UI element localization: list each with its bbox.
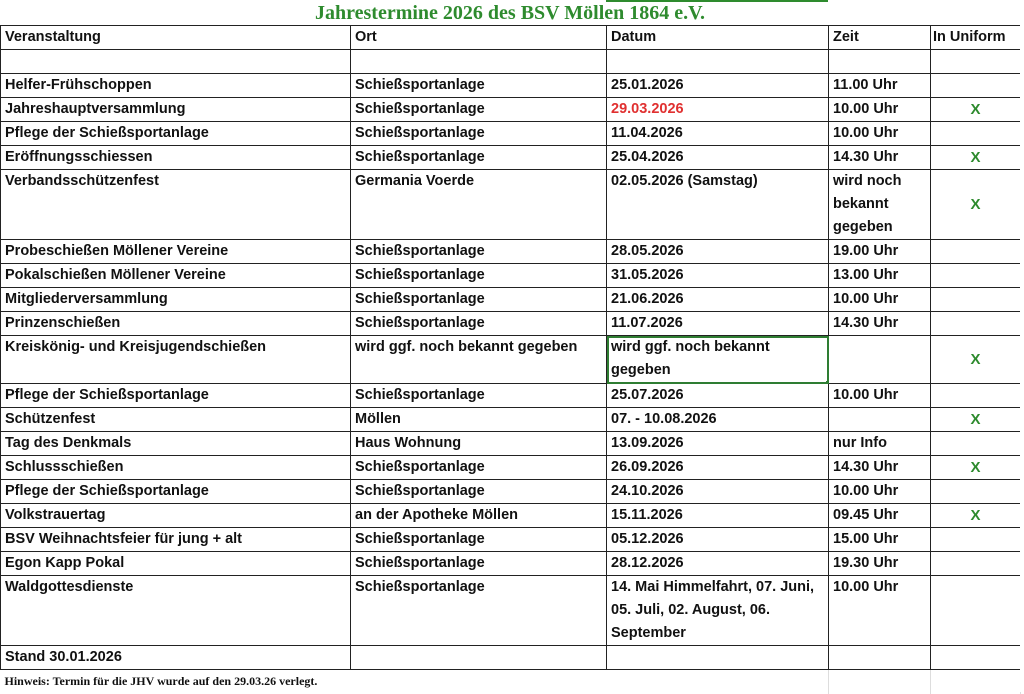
- uniform-cell[interactable]: [931, 384, 1021, 408]
- date-cell[interactable]: 25.07.2026: [607, 384, 829, 408]
- event-cell[interactable]: Pflege der Schießsportanlage: [1, 384, 351, 408]
- time-cell[interactable]: 11.00 Uhr: [829, 74, 931, 98]
- time-cell[interactable]: 09.45 Uhr: [829, 504, 931, 528]
- schedule-table: [0, 25, 1021, 694]
- table-row: [1, 456, 1021, 480]
- table-row: [1, 384, 1021, 408]
- date-cell[interactable]: 13.09.2026: [607, 432, 829, 456]
- uniform-cell[interactable]: X: [931, 146, 1021, 170]
- page-title: Jahrestermine 2026 des BSV Möllen 1864 e.V.: [0, 0, 1020, 26]
- place-cell[interactable]: an der Apotheke Möllen: [351, 504, 607, 528]
- place-cell[interactable]: Schießsportanlage: [351, 122, 607, 146]
- header-datum[interactable]: Datum: [607, 26, 829, 50]
- uniform-cell[interactable]: X: [931, 456, 1021, 480]
- empty-cell[interactable]: [607, 670, 829, 694]
- date-cell[interactable]: 25.04.2026: [607, 146, 829, 170]
- date-cell[interactable]: 28.05.2026: [607, 240, 829, 264]
- header-veranstaltung[interactable]: Veranstaltung: [1, 26, 351, 50]
- date-cell[interactable]: 26.09.2026: [607, 456, 829, 480]
- uniform-cell[interactable]: [931, 74, 1021, 98]
- place-cell[interactable]: Schießsportanlage: [351, 146, 607, 170]
- time-cell[interactable]: 14.30 Uhr: [829, 456, 931, 480]
- uniform-cell[interactable]: [931, 576, 1021, 646]
- table-row: [1, 552, 1021, 576]
- uniform-cell[interactable]: [931, 432, 1021, 456]
- table-row: [1, 146, 1021, 170]
- event-cell[interactable]: BSV Weihnachtsfeier für jung + alt: [1, 528, 351, 552]
- uniform-cell[interactable]: [931, 240, 1021, 264]
- date-cell[interactable]: wird ggf. noch bekannt gegeben: [607, 336, 829, 384]
- uniform-cell[interactable]: X: [931, 408, 1021, 432]
- event-cell[interactable]: Helfer-Frühschoppen: [1, 74, 351, 98]
- date-cell[interactable]: 07. - 10.08.2026: [607, 408, 829, 432]
- sheet-edge: [1020, 0, 1024, 692]
- table-row: [1, 432, 1021, 456]
- date-cell[interactable]: 11.07.2026: [607, 312, 829, 336]
- table-row: [1, 576, 1021, 646]
- event-cell[interactable]: Stand 30.01.2026: [1, 646, 351, 670]
- place-cell[interactable]: Schießsportanlage: [351, 264, 607, 288]
- uniform-cell[interactable]: [931, 288, 1021, 312]
- table-row: [1, 264, 1021, 288]
- event-cell[interactable]: Waldgottesdienste: [1, 576, 351, 646]
- time-cell[interactable]: [829, 646, 931, 670]
- event-cell[interactable]: Pokalschießen Möllener Vereine: [1, 264, 351, 288]
- place-cell[interactable]: Möllen: [351, 408, 607, 432]
- time-cell[interactable]: [829, 408, 931, 432]
- time-cell[interactable]: nur Info: [829, 432, 931, 456]
- event-cell[interactable]: [1, 50, 351, 74]
- place-cell[interactable]: Schießsportanlage: [351, 576, 607, 646]
- table-row: [1, 240, 1021, 264]
- time-cell[interactable]: 10.00 Uhr: [829, 98, 931, 122]
- header-uniform[interactable]: In Uniform: [931, 26, 1021, 50]
- place-cell[interactable]: Schießsportanlage: [351, 528, 607, 552]
- place-cell[interactable]: Schießsportanlage: [351, 480, 607, 504]
- event-cell[interactable]: Jahreshauptversammlung: [1, 98, 351, 122]
- date-cell[interactable]: 14. Mai Himmelfahrt, 07. Juni, 05. Juli, 02. August, 06. September: [607, 576, 829, 646]
- time-cell[interactable]: 10.00 Uhr: [829, 384, 931, 408]
- table-row: [1, 170, 1021, 240]
- time-cell[interactable]: 10.00 Uhr: [829, 576, 931, 646]
- event-cell[interactable]: Schlussschießen: [1, 456, 351, 480]
- place-cell[interactable]: Schießsportanlage: [351, 240, 607, 264]
- uniform-cell[interactable]: X: [931, 170, 1021, 240]
- date-cell[interactable]: 29.03.2026: [607, 98, 829, 122]
- time-cell[interactable]: wird noch bekannt gegeben: [829, 170, 931, 240]
- time-cell[interactable]: [829, 50, 931, 74]
- table-row: [1, 646, 1021, 670]
- place-cell[interactable]: [351, 646, 607, 670]
- time-cell[interactable]: 13.00 Uhr: [829, 264, 931, 288]
- note-text: Hinweis: Termin für die JHV wurde auf den 29.03.26 verlegt.: [4, 674, 318, 688]
- header-row: [1, 26, 1021, 50]
- event-cell[interactable]: Kreiskönig- und Kreisjugendschießen: [1, 336, 351, 384]
- time-cell[interactable]: 10.00 Uhr: [829, 288, 931, 312]
- event-cell[interactable]: Pflege der Schießsportanlage: [1, 122, 351, 146]
- date-cell[interactable]: 28.12.2026: [607, 552, 829, 576]
- time-cell[interactable]: 14.30 Uhr: [829, 146, 931, 170]
- place-cell[interactable]: Schießsportanlage: [351, 312, 607, 336]
- table-row: [1, 98, 1021, 122]
- table-row: [1, 288, 1021, 312]
- place-cell[interactable]: Schießsportanlage: [351, 552, 607, 576]
- place-cell[interactable]: Germania Voerde: [351, 170, 607, 240]
- place-cell[interactable]: Schießsportanlage: [351, 384, 607, 408]
- table-row: [1, 50, 1021, 74]
- place-cell[interactable]: Haus Wohnung: [351, 432, 607, 456]
- uniform-cell[interactable]: [931, 552, 1021, 576]
- header-zeit[interactable]: Zeit: [829, 26, 931, 50]
- time-cell[interactable]: 10.00 Uhr: [829, 480, 931, 504]
- date-cell[interactable]: 05.12.2026: [607, 528, 829, 552]
- date-cell[interactable]: 25.01.2026: [607, 74, 829, 98]
- date-cell[interactable]: [607, 646, 829, 670]
- event-cell[interactable]: Schützenfest: [1, 408, 351, 432]
- uniform-cell[interactable]: [931, 646, 1021, 670]
- place-cell[interactable]: wird ggf. noch bekannt gegeben: [351, 336, 607, 384]
- date-cell[interactable]: [607, 50, 829, 74]
- event-cell[interactable]: Volkstrauertag: [1, 504, 351, 528]
- note-row: [1, 670, 1021, 694]
- time-cell[interactable]: 19.00 Uhr: [829, 240, 931, 264]
- time-cell[interactable]: 19.30 Uhr: [829, 552, 931, 576]
- event-cell[interactable]: Tag des Denkmals: [1, 432, 351, 456]
- time-cell[interactable]: 15.00 Uhr: [829, 528, 931, 552]
- table-row: [1, 336, 1021, 384]
- event-cell[interactable]: Egon Kapp Pokal: [1, 552, 351, 576]
- table-row: [1, 480, 1021, 504]
- place-cell[interactable]: Schießsportanlage: [351, 74, 607, 98]
- place-cell[interactable]: Schießsportanlage: [351, 98, 607, 122]
- table-row: [1, 122, 1021, 146]
- time-cell[interactable]: 14.30 Uhr: [829, 312, 931, 336]
- event-cell[interactable]: Probeschießen Möllener Vereine: [1, 240, 351, 264]
- date-cell[interactable]: 15.11.2026: [607, 504, 829, 528]
- event-cell[interactable]: Verbandsschützenfest: [1, 170, 351, 240]
- uniform-cell[interactable]: [931, 312, 1021, 336]
- uniform-cell[interactable]: [931, 50, 1021, 74]
- event-cell[interactable]: Eröffnungsschiessen: [1, 146, 351, 170]
- time-cell[interactable]: 10.00 Uhr: [829, 122, 931, 146]
- event-cell[interactable]: Prinzenschießen: [1, 312, 351, 336]
- time-cell[interactable]: [829, 336, 931, 384]
- event-cell[interactable]: Pflege der Schießsportanlage: [1, 480, 351, 504]
- uniform-cell[interactable]: X: [931, 336, 1021, 384]
- empty-cell[interactable]: [829, 670, 931, 694]
- empty-cell[interactable]: [931, 670, 1021, 694]
- uniform-cell[interactable]: X: [931, 504, 1021, 528]
- place-cell[interactable]: [351, 50, 607, 74]
- place-cell[interactable]: Schießsportanlage: [351, 288, 607, 312]
- uniform-cell[interactable]: [931, 122, 1021, 146]
- date-cell[interactable]: 21.06.2026: [607, 288, 829, 312]
- date-cell[interactable]: 31.05.2026: [607, 264, 829, 288]
- place-cell[interactable]: Schießsportanlage: [351, 456, 607, 480]
- table-row: [1, 504, 1021, 528]
- date-cell[interactable]: 11.04.2026: [607, 122, 829, 146]
- event-cell[interactable]: Mitgliederversammlung: [1, 288, 351, 312]
- uniform-cell[interactable]: [931, 528, 1021, 552]
- table-row: [1, 528, 1021, 552]
- table-row: [1, 74, 1021, 98]
- date-cell[interactable]: 02.05.2026 (Samstag): [607, 170, 829, 240]
- table-row: [1, 312, 1021, 336]
- uniform-cell[interactable]: [931, 264, 1021, 288]
- table-row: [1, 408, 1021, 432]
- uniform-cell[interactable]: X: [931, 98, 1021, 122]
- date-cell[interactable]: 24.10.2026: [607, 480, 829, 504]
- uniform-cell[interactable]: [931, 480, 1021, 504]
- header-ort[interactable]: Ort: [351, 26, 607, 50]
